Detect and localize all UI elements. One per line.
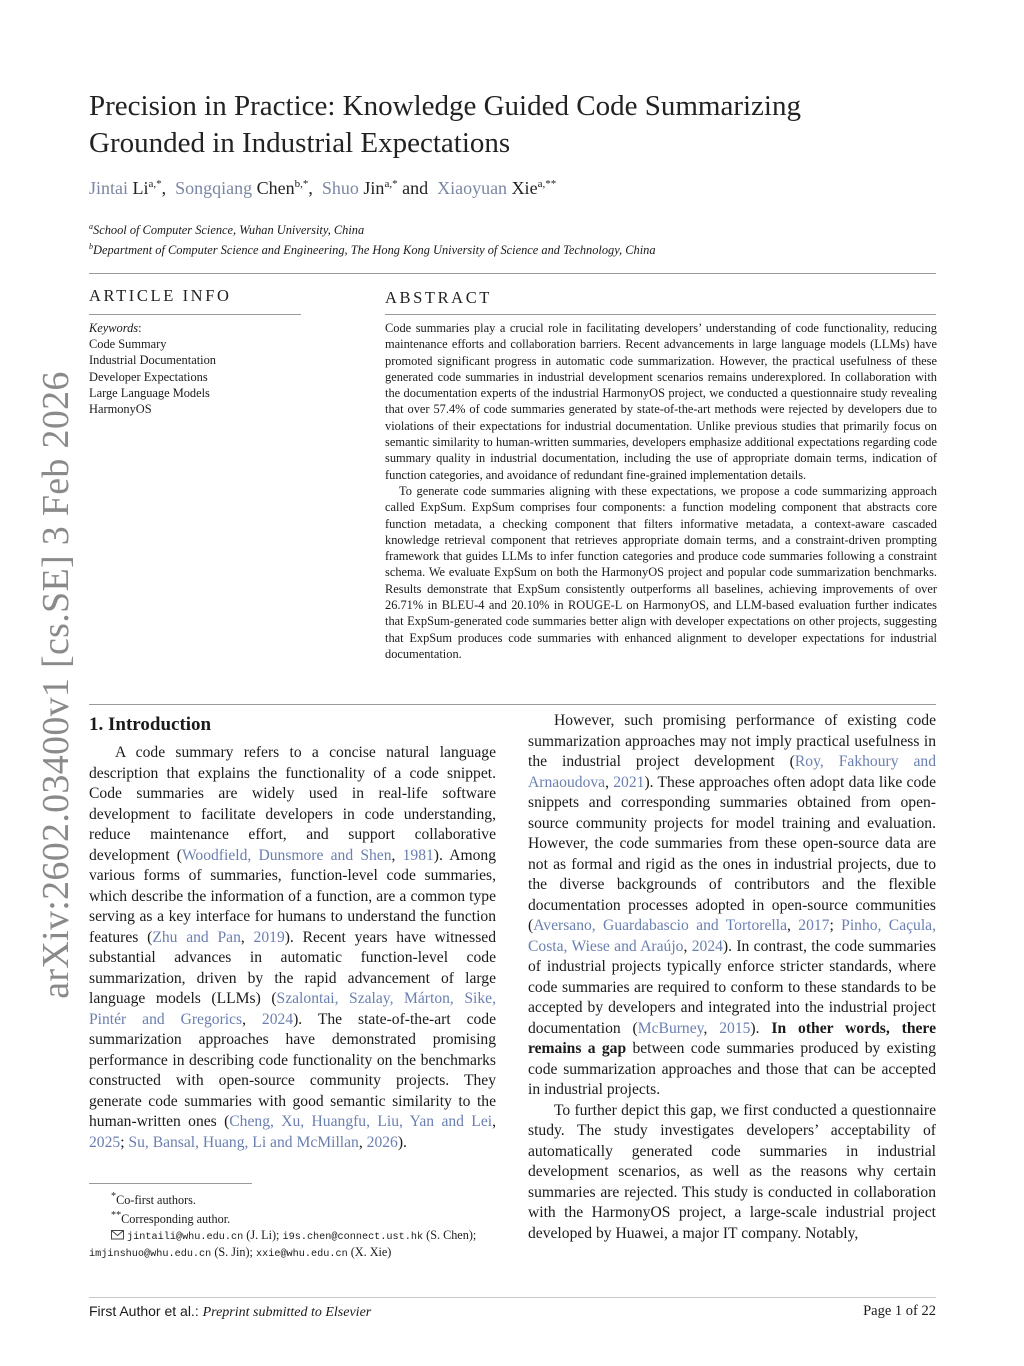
footnote-rule [89, 1183, 252, 1184]
author[interactable] [437, 178, 556, 198]
article-info-heading: ARTICLE INFO [89, 286, 232, 305]
citation-link[interactable]: Szalontai, Szalay, Márton, Sike, Pintér and Gregorics [89, 990, 496, 1028]
author[interactable] [322, 178, 398, 198]
abstract-divider [89, 704, 936, 705]
citation-link[interactable]: 2017 [798, 917, 830, 934]
citation-link[interactable]: 2019 [253, 928, 285, 946]
author[interactable] [175, 178, 308, 198]
citation-link[interactable]: Su, Bansal, Huang, Li and McMillan [128, 1133, 359, 1151]
author-list [89, 178, 556, 199]
footer-left: First Author et al.: Preprint submitted to Elsevier [89, 1303, 372, 1320]
envelope-icon [111, 1229, 124, 1240]
left-column [89, 743, 496, 1153]
citation-link[interactable]: 2024 [691, 937, 723, 955]
citation-link[interactable]: Woodfield, Dunsmore and Shen [181, 846, 392, 864]
arxiv-stamp: arXiv:2602.03400v1 [cs.SE] 3 Feb 2026 [35, 371, 77, 999]
author-affil-mark: a,* [384, 178, 398, 190]
email-link[interactable]: jintaili@whu.edu.cn [127, 1231, 244, 1243]
citation-link[interactable]: Pinho, Caçula, Costa, Wiese and Araújo [528, 917, 937, 955]
citation-link[interactable]: Zhu and Pan [152, 928, 241, 946]
intro-paragraph-1: A code summary refers to a concise natural language description that explains the functionality of a code snippet. Code summaries are widely used in real-life software development to facilitate developers in code understanding, reduce maintenance effort, and support collaborative development (Woodfield, Dunsmore and Shen, 1981). Among various forms of summaries, function-level code summaries, which describe the information of a function, are a common type serving as a key interface for humans to understand the function features (Zhu and Pan, 2019). Recent years have witnessed substantial advances in automatic function-level code summarization, driven by the rapid advancement of large language models (LLMs) (Szalontai, Szalay, Márton, Sike, Pintér and Gregorics, 2024). The state-of-the-art code summarization approaches have demonstrated promising performance in describing code functionality on the benchmarks constructed with open-source community projects. They generate code summaries with good semantic similarity to the human-written ones (Cheng, Xu, Huangfu, Liu, Yan and Lei, 2025; Su, Bansal, Huang, Li and McMillan, 2026). [89, 744, 497, 1151]
keyword: Code Summary [89, 337, 167, 352]
email-link[interactable]: xxie@whu.edu.cn [255, 1249, 348, 1261]
author-affil-mark: b,* [294, 178, 309, 190]
footnote-emails-cont: imjinshuo@whu.edu.cn (S. Jin); xxie@whu.edu.cn (X. Xie) [89, 1245, 392, 1261]
abstract-text [385, 320, 937, 662]
author-last-name: Xie [511, 178, 538, 198]
author-last-name: Jin [363, 178, 385, 198]
keywords-label: Keywords: [89, 321, 142, 335]
article-info-rule [89, 314, 301, 315]
paper-title [89, 88, 909, 162]
email-link[interactable]: i9s.chen@connect.ust.hk [282, 1231, 424, 1243]
author-first-name: Xiaoyuan [437, 178, 508, 198]
footnote-cofirst: *Co-first authors. [111, 1191, 196, 1208]
citation-link[interactable]: Roy, Fakhoury and Arnaoudova [528, 753, 937, 791]
citation-link[interactable]: 2015 [719, 1019, 751, 1037]
keyword: Industrial Documentation [89, 353, 216, 368]
author-separator: and [397, 178, 438, 198]
intro-paragraph-3: To further depict this gap, we first conducted a questionnaire study. The study investigates developers’ acceptability of automatically generated code summaries in industrial development scenarios, as well as the reasons why certain summaries are rejected. This study is conducted in collaboration with the HarmonyOS project, a large-scale industrial project developed by Huawei, a major IT company. Notably, [528, 1101, 936, 1242]
abstract-paragraph-2: To generate code summaries aligning with these expectations, we propose a code summarizing approach called ExpSum. ExpSum comprises four components: a function modeling component that abstracts core function metadata, a checking component that filters informative metadata, a context-aware cascaded knowledge retrieval component that retrieves appropriate domain terms, and a constraint-driven prompting framework that guides LLMs to infer function categories and produce code summaries following a constraint schema. We evaluate ExpSum on both the HarmonyOS project and popular code summarization benchmarks. Results demonstrate that ExpSum consistently outperforms all baselines, achieving improvements of over 26.71% in BLEU-4 and 20.10% in ROUGE-L on HarmonyOS, and LLM-based evaluation further indicates that ExpSum-generated code summaries better align with developer expectations on other projects, suggesting that ExpSum produces code summaries with enhanced alignment to developer expectations for industrial documentation. [385, 483, 937, 661]
keyword: Developer Expectations [89, 369, 208, 384]
citation-link[interactable]: 2026 [366, 1133, 398, 1151]
title-line-2: Grounded in Industrial Expectations [89, 127, 511, 159]
affiliation-b: $^b$Department of Computer Science and Engineering, The Hong Kong University of Science and Technology, China [89, 242, 656, 258]
author-affil-mark: a,* [148, 178, 162, 190]
affiliation-a: $^a$School of Computer Science, Wuhan University, China [89, 222, 365, 238]
author-first-name: Shuo [321, 178, 359, 198]
citation-link[interactable]: 2021 [613, 773, 645, 791]
citation-link[interactable]: 2025 [89, 1133, 121, 1151]
intro-paragraph-2: However, such promising performance of existing code summarization approaches may not imply practical usefulness in the industrial project development (Roy, Fakhoury and Arnaoudova, 2021). These approaches often adopt data like code snippets and corresponding summaries obtained from open-source community projects for model training and evaluation. However, the code summaries from these open-source data are not as formal and rigid as the ones in industrial projects, due to the diverse backgrounds of contributors and the flexible documentation processes adopted in open-source communities (Aversano, Guardabascio and Tortorella, 2017; Pinho, Caçula, Costa, Wiese and Araújo, 2024). In contrast, the code summaries of industrial projects typically enforce stricter standards, where code summaries are required to conform to these standards to be accepted by developers and integrated into the industrial project documentation (McBurney, 2015). In other words, there remains a gap between code summaries produced by existing code summarization approaches and those that can be accepted in industrial projects. [528, 712, 937, 1098]
citation-link[interactable]: 1981 [402, 846, 434, 864]
abstract-paragraph-1: Code summaries play a crucial role in facilitating developers’ understanding of code functionality, reducing maintenance efforts and collaboration barriers. Recent advancements in large language models (LLMs) have promoted significant progress in automatic code summarization. However, the practical usefulness of these generated code summaries in industrial development scenarios remains underexplored. In collaboration with the documentation experts of the industrial HarmonyOS project, we conducted a questionnaire study revealing that over 57.4% of code summaries generated by state-of-the-art methods were rejected by developers due to violations of their expectations for industrial documentation. Unlike previous studies that primarily focus on semantic similarity to human-written summaries, developers emphasize additional expectations regarding code summary quality in industrial documentation, including the use of appropriate domain terms, indication of function categories, and avoidance of redundant fine-grained implementation details. [385, 321, 937, 482]
section-heading-introduction: 1. Introduction [89, 714, 212, 735]
footnote-corresponding: **Corresponding author. [111, 1210, 231, 1227]
author-first-name: Jintai [89, 178, 128, 198]
citation-link[interactable]: McBurney [637, 1019, 704, 1037]
citation-link[interactable]: Aversano, Guardabascio and Tortorella [533, 917, 787, 934]
footnotes [89, 1189, 476, 1262]
right-column [528, 711, 936, 1244]
footnote-emails: jintaili@whu.edu.cn (J. Li); i9s.chen@connect.ust.hk (S. Chen); [89, 1228, 476, 1245]
email-link[interactable]: imjinshuo@whu.edu.cn [89, 1249, 212, 1261]
keyword: Large Language Models [89, 385, 210, 400]
emphasis-text: In other words, there remains a gap [528, 1019, 936, 1057]
author-last-name: Chen [256, 178, 295, 198]
citation-link[interactable]: Cheng, Xu, Huangfu, Liu, Yan and Lei [229, 1113, 493, 1130]
author-first-name: Songqiang [175, 178, 253, 198]
header-divider [89, 273, 936, 274]
page-number: Page 1 of 22 [863, 1303, 936, 1319]
author[interactable] [89, 178, 162, 198]
title-line-1: Precision in Practice: Knowledge Guided Code Summarizing [89, 90, 801, 122]
footer-divider [89, 1297, 936, 1298]
citation-link[interactable]: 2024 [261, 1010, 294, 1028]
abstract-heading: ABSTRACT [385, 288, 492, 307]
author-separator: , [161, 178, 176, 198]
author-last-name: Li [132, 178, 149, 198]
author-separator: , [308, 178, 322, 198]
author-affil-mark: a,** [537, 178, 557, 190]
abstract-rule [385, 314, 936, 315]
keywords-block [89, 320, 216, 417]
keyword: HarmonyOS [89, 402, 152, 417]
